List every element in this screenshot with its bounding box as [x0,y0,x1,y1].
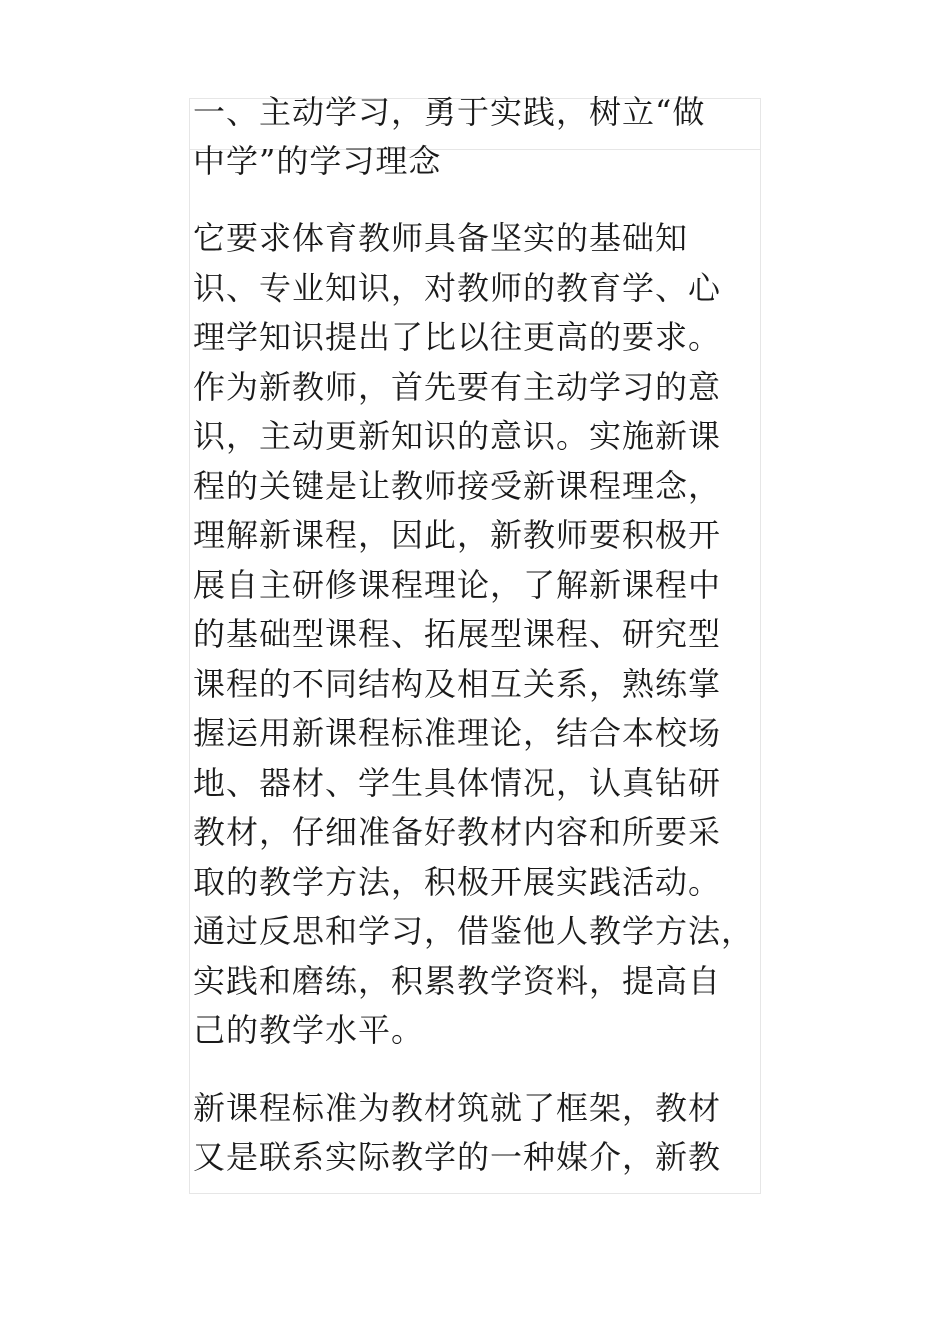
body-paragraph-2: 新课程标准为教材筑就了框架，教材 又是联系实际教学的一种媒介，新教 [193,1088,722,1176]
text-column [193,88,759,1183]
section-heading: 一、主动学习，勇于实践，树立“做 中学”的学习理念 [193,93,706,180]
body-paragraph-1: 它要求体育教师具备坚实的基础知 识、专业知识，对教师的教育学、心 理学知识提出了比以往更高的要求。 作为新教师，首先要有主动学习的意 识，主动更新知识的意识。实施新课 程的关键是让教师接受新课程理念， 理解新课程，因此，新教师要积极开 展自主研修课程理论，了解新课程中 的基础型课程、拓展型课程、研究型 课程的不同结构及相互关系，熟练掌 握运用新课程标准理论，结合本校场 地、器材、学生具体情况，认真钻研 教材，仔细准备好教材内容和所要采 取的教学方法，积极开展实践活动。 通过反思和学习，借鉴他人教学方法， 实践和磨练，积累教学资料，提高自 己的教学水平。 [193,219,755,1049]
